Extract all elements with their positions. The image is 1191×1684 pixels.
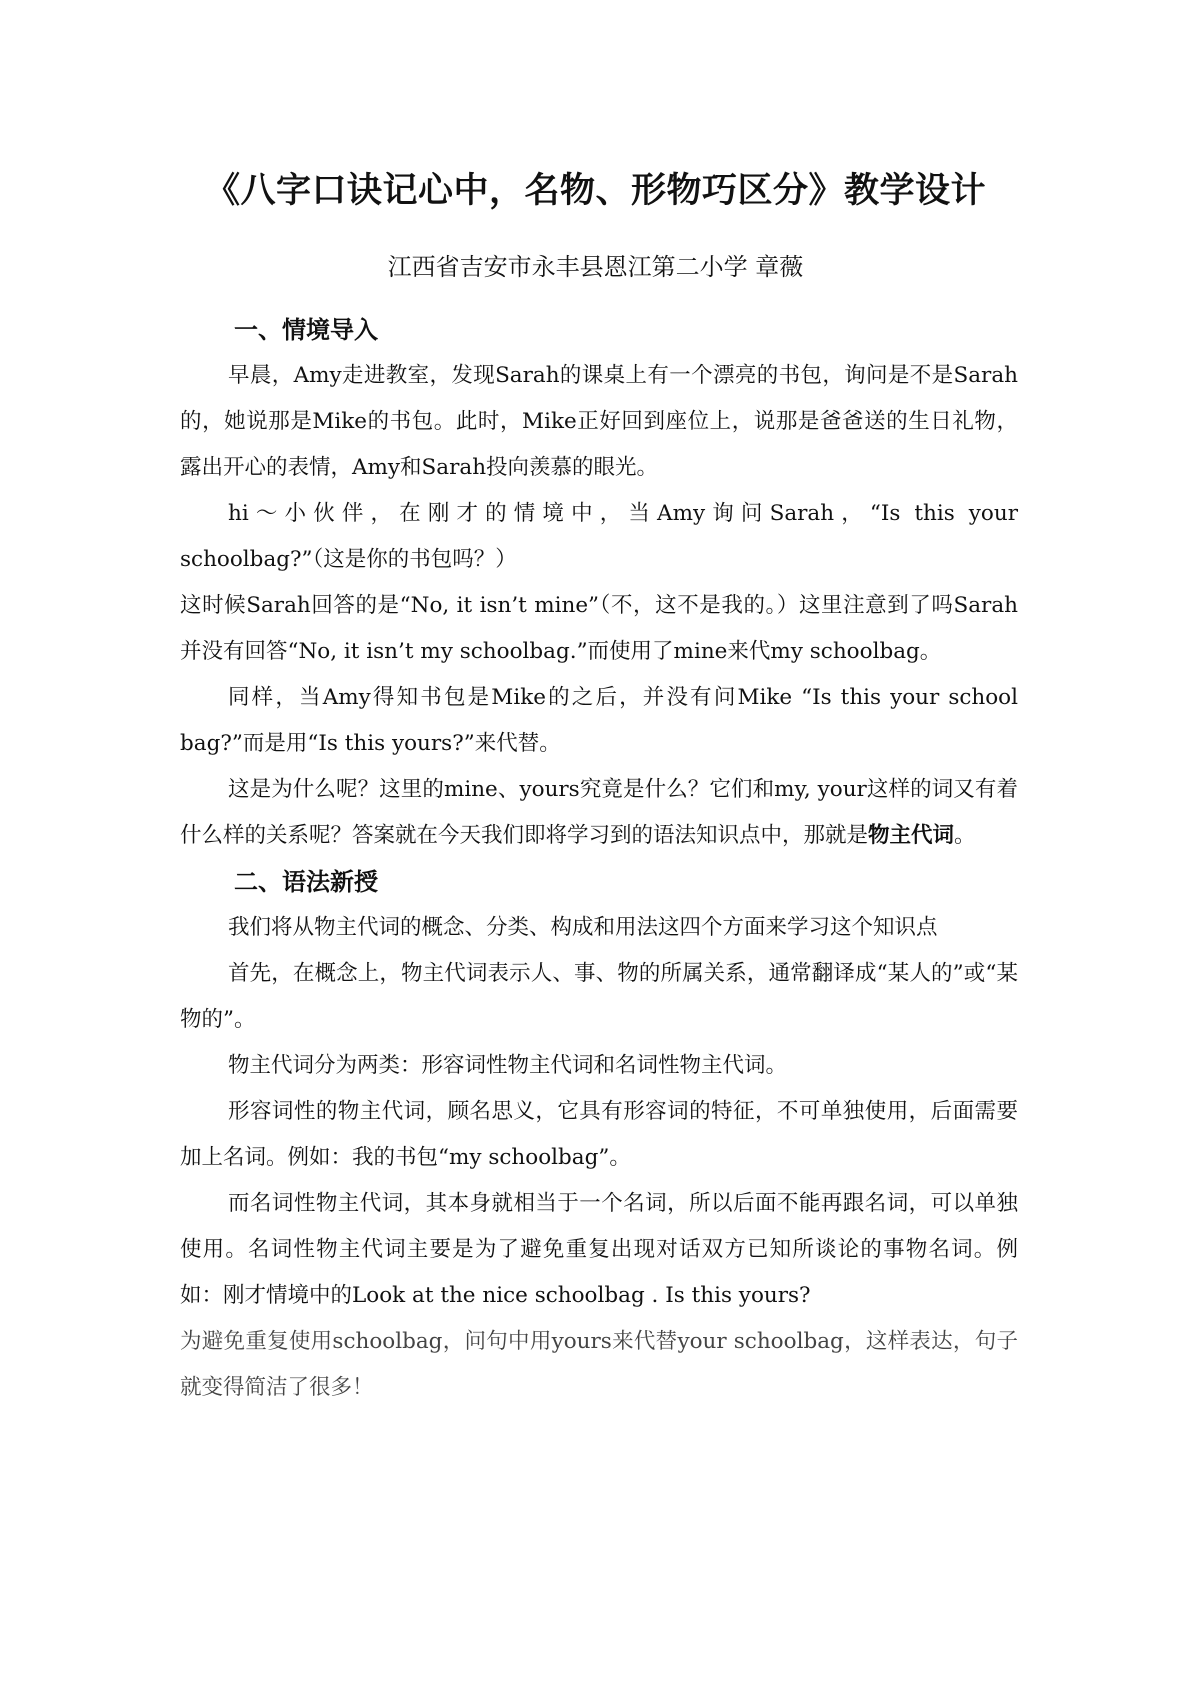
key-term: 物主代词 [868,823,955,848]
paragraph-end: 。 [954,823,976,848]
paragraph: 物主代词分为两类：形容词性物主代词和名词性物主代词。 [228,1053,788,1078]
paragraph-text: 这是为什么呢？这里的mine、yours究竟是什么？它们和my, your这样的词又有着什么样的关系呢？答案就在今天我们即将学习到的语法知识点中，那就是 [180,777,1018,848]
document-title: 《八字口诀记心中，名物、形物巧区分》教学设计 [204,171,986,211]
paragraph: 早晨，Amy走进教室，发现Sarah的课桌上有一个漂亮的书包，询问是不是Sarah的，她说那是Mike的书包。此时，Mike正好回到座位上，说那是爸爸送的生日礼物，露出开心的表情，Amy和Sarah投向羡慕的眼光。 [180,363,1018,480]
paragraph: 而名词性物主代词，其本身就相当于一个名词，所以后面不能再跟名词，可以单独使用。名词性物主代词主要是为了避免重复出现对话双方已知所谈论的事物名词。例如：刚才情境中的Look at the nice schoolbag . Is this yours? [180,1191,1018,1308]
paragraph [180,767,1018,859]
author-line: 江西省吉安市永丰县恩江第二小学 章薇 [387,253,804,281]
paragraph: 形容词性的物主代词，顾名思义，它具有形容词的特征，不可单独使用，后面需要加上名词。例如：我的书包“my schoolbag”。 [180,1099,1018,1170]
paragraph: 同样，当Amy得知书包是Mike的之后，并没有问Mike “Is this your school bag?”而是用“Is this yours?”来代替。 [180,685,1018,756]
section-heading-grammar: 二、语法新授 [234,868,378,896]
paragraph: 这时候Sarah回答的是“No, it isn’t mine”（不，这不是我的。）这里注意到了吗Sarah并没有回答“No, it isn’t my schoolbag.”而使用了mine来代my schoolbag。 [180,593,1018,664]
document-body [180,307,1018,1411]
paragraph: 为避免重复使用schoolbag，问句中用yours来代替your schoolbag，这样表达，句子就变得简洁了很多！ [180,1329,1018,1400]
paragraph: 首先，在概念上，物主代词表示人、事、物的所属关系，通常翻译成“某人的”或“某物的”。 [180,961,1018,1032]
paragraph: hi～小伙伴，在刚才的情境中，当Amy询问Sarah，“Is this your schoolbag?”（这是你的书包吗？） [180,501,1018,572]
section-heading-intro: 一、情境导入 [234,316,378,344]
paragraph: 我们将从物主代词的概念、分类、构成和用法这四个方面来学习这个知识点 [228,915,938,940]
